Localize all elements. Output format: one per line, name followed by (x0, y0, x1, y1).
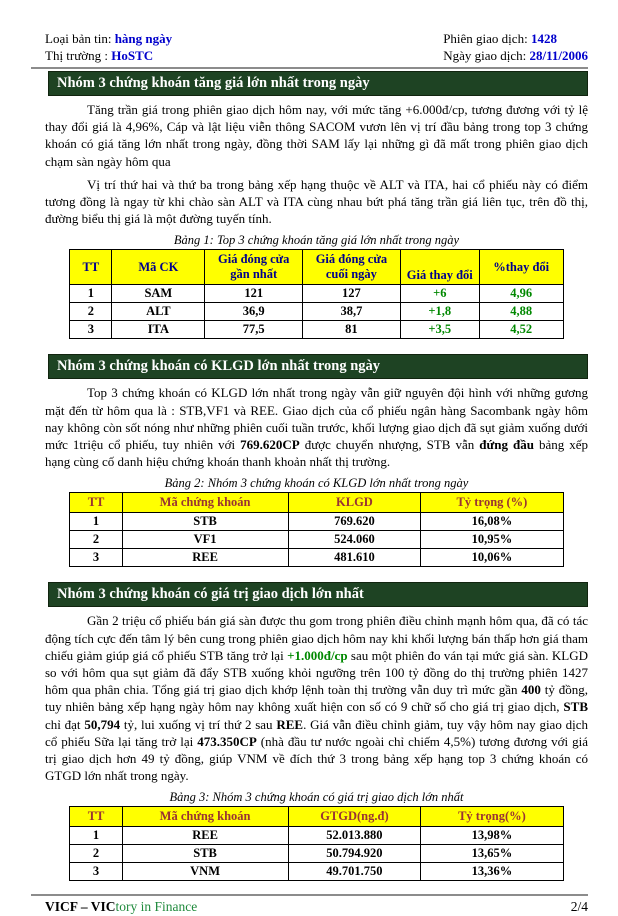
table-cell: 3 (70, 549, 122, 567)
table-cell: REE (122, 827, 288, 845)
table-cell: 1 (70, 513, 122, 531)
table-cell: 77,5 (205, 321, 303, 339)
table-cell: 524.060 (288, 531, 421, 549)
column-header: GTGD(ng.đ) (288, 807, 421, 827)
table-row (70, 321, 563, 339)
table-cell: 1 (70, 827, 122, 845)
text-segment: bảng xếp hạng cùng cố danh hiệu chứng khoán thanh khoản nhất thị trường. (45, 437, 589, 470)
table-cell: 13,65% (421, 845, 563, 863)
header-right-block (443, 30, 588, 64)
table-cell: 127 (303, 285, 401, 303)
page-number: 2/4 (570, 899, 588, 915)
text-segment: 400 (521, 682, 541, 698)
table-header-row (70, 807, 563, 827)
bulletin-type-label: Loại bản tin: (45, 31, 115, 46)
section-top-gainers (45, 71, 588, 339)
table-caption: Bảng 1: Top 3 chứng khoán tăng giá lớn nhất trong ngày (173, 233, 460, 248)
text-segment: 50,794 (84, 716, 121, 732)
section-title-top-volume: Nhóm 3 chứng khoán có KLGD lớn nhất trong ngày (48, 354, 588, 379)
trade-date-label: Ngày giao dịch: (443, 48, 530, 63)
table-cell: ALT (112, 303, 205, 321)
trade-date-line (443, 47, 588, 64)
text-segment: 769.620CP (240, 437, 300, 453)
table-cell: 38,7 (303, 303, 401, 321)
header-left-block (45, 30, 172, 64)
column-header: TT (70, 493, 122, 513)
table-cell: 49.701.750 (288, 863, 421, 881)
document-footer (45, 896, 588, 916)
table-row (70, 863, 563, 881)
text-segment: tỷ, lui xuống vị trí thứ 2 sau (120, 716, 277, 732)
table-cell: 36,9 (205, 303, 303, 321)
table-cell: 4,88 (479, 303, 563, 321)
text-segment: STB (563, 699, 588, 715)
table-cell: +6 (400, 285, 479, 303)
column-header: Giá đóng cửa gần nhất (205, 250, 303, 285)
session-label: Phiên giao dịch: (443, 31, 531, 46)
text-segment: . Giá vẫn điều chỉnh giảm, tuy vậy hôm nay giao dịch cổ phiếu Sữa lại tăng trở lại (45, 716, 588, 749)
market-label: Thị trường : (45, 48, 112, 63)
text-segment: Top 3 chứng khoán có KLGD lớn nhất trong ngày vẫn giữ nguyên đội hình với những gương mặt đến từ hôm qua là : STB,VF1 và REE. Giao dịch của cổ phiếu ngân hàng Sacombank ngày hôm nay không còn sốt nóng như những phiên cuối tuần trước, khối lượng giao dịch đã sụt giảm xuống dưới mức 1triệu cổ phiếu, tuy nhiên với (45, 385, 588, 453)
table-cell: 2 (70, 303, 112, 321)
table-cell: 13,36% (421, 863, 563, 881)
text-segment: 473.350CP (197, 733, 257, 749)
header-divider (31, 67, 588, 69)
column-header: Mã chứng khoán (122, 493, 288, 513)
column-header: Mã CK (112, 250, 205, 285)
table-cell: 10,06% (421, 549, 563, 567)
table-cell: 2 (70, 531, 122, 549)
text-segment: đứng đầu (479, 437, 534, 453)
text-segment: tỷ đồng, tuy nhiên bảng xếp hạng ngày hôm nay không xuất hiện con số có 9 chữ số cho giá trị giao dịch, (45, 682, 588, 715)
table-cell: 3 (70, 863, 122, 881)
brand-green-text: tory in Finance (115, 899, 198, 915)
table-cell: +3,5 (400, 321, 479, 339)
paragraph (45, 176, 588, 228)
table-cell: 81 (303, 321, 401, 339)
section-title-top-gainers: Nhóm 3 chứng khoán tăng giá lớn nhất trong ngày (48, 71, 588, 96)
market-line (45, 47, 172, 64)
top-gainers-table (69, 249, 563, 339)
table-cell: 481.610 (288, 549, 421, 567)
brand-bold-text: VICF – VIC (45, 899, 116, 915)
table-cell: REE (122, 549, 288, 567)
text-segment: sau một phiên đo ván tại mức giá sàn. KLGD so với hôm qua sụt giảm đã đẩy STB xuống khỏi ngưỡng trên 100 tỷ đồng do thị trường phiên 1427 hôm qua phân chia. Tổng giá trị giao dịch khớp lệnh toàn thị trường vẫn duy trì mức gần (45, 647, 588, 698)
text-segment: chỉ đạt (45, 716, 85, 732)
table-row (70, 845, 563, 863)
table-cell: 52.013.880 (288, 827, 421, 845)
column-header: KLGD (288, 493, 421, 513)
table-caption: Bảng 3: Nhóm 3 chứng khoán có giá trị giao dịch lớn nhất (169, 790, 464, 805)
table-cell: 3 (70, 321, 112, 339)
session-value: 1428 (530, 31, 557, 46)
paragraph (45, 384, 588, 470)
text-segment: (nhà đầu tư nước ngoài chỉ chiếm 4,5%) tương đương với giá trị giao dịch hơn 49 tỷ đồng, giúp VNM về đích thứ 3 trong bảng xếp hạng top 3 chứng khoán có GTGD lớn nhất trong ngày. (45, 733, 588, 784)
section-top-volume (45, 354, 588, 567)
table-cell: VNM (122, 863, 288, 881)
table-cell: 13,98% (421, 827, 563, 845)
bulletin-type-value: hàng ngày (114, 31, 173, 46)
table-header-row (70, 250, 563, 285)
text-segment: Tăng trần giá trong phiên giao dịch hôm nay, với mức tăng +6.000đ/cp, tương đương với tỷ lệ thay đổi giá là 4,96%, Cáp và lật liệu viễn thông SACOM vươn lên vị trí đầu bảng trong top 3 chứng khoán có giá tăng lớn nhất trong ngày, đồng thời SAM lấy lại những gì đã mất trong phiên giao dịch chạm sàn ngày hôm qua (45, 102, 588, 169)
table-row (70, 531, 563, 549)
trade-date-value: 28/11/2006 (529, 48, 588, 63)
text-segment: được chuyển nhượng, STB vẫn (299, 437, 480, 453)
column-header: Tỷ trọng(%) (421, 807, 563, 827)
top-volume-table (69, 492, 563, 567)
bulletin-type-line (45, 30, 172, 47)
table-cell: 4,96 (479, 285, 563, 303)
table-cell: 16,08% (421, 513, 563, 531)
column-header: Giá thay đổi (400, 250, 479, 285)
table-cell: STB (122, 513, 288, 531)
market-value: HoSTC (111, 48, 154, 63)
text-segment: REE (276, 716, 304, 732)
table-cell: 1 (70, 285, 112, 303)
table-cell: SAM (112, 285, 205, 303)
table-row (70, 303, 563, 321)
table-row (70, 827, 563, 845)
table-header-row (70, 493, 563, 513)
table-caption: Bảng 2: Nhóm 3 chứng khoán có KLGD lớn nhất trong ngày (164, 476, 469, 491)
table-cell: 4,52 (479, 321, 563, 339)
column-header: Mã chứng khoán (122, 807, 288, 827)
table-cell: 121 (205, 285, 303, 303)
table-cell: STB (122, 845, 288, 863)
table-row (70, 513, 563, 531)
table-cell: 10,95% (421, 531, 563, 549)
table-cell: +1,8 (400, 303, 479, 321)
column-header: %thay đổi (479, 250, 563, 285)
table-cell: 50.794.920 (288, 845, 421, 863)
section-top-value (45, 582, 588, 881)
paragraph (45, 101, 588, 170)
column-header: Giá đóng cửa cuối ngày (303, 250, 401, 285)
column-header: TT (70, 807, 122, 827)
table-cell: ITA (112, 321, 205, 339)
paragraph (45, 612, 588, 784)
section-title-top-value: Nhóm 3 chứng khoán có giá trị giao dịch lớn nhất (48, 582, 588, 607)
column-header: TT (70, 250, 112, 285)
column-header: Tỷ trọng (%) (421, 493, 563, 513)
text-segment: +1.000đ/cp (287, 647, 348, 663)
text-segment: Vị trí thứ hai và thứ ba trong bảng xếp hạng thuộc về ALT và ITA, hai cổ phiếu này có điểm tương đồng là ngay từ khi chào sàn ALT và ITA cùng nhau bứt phá tăng trần giá liên tục, trên đồ thị, đường biểu thị giá là một đường tuyến tính. (45, 176, 588, 227)
footer-brand (45, 898, 197, 916)
table-row (70, 285, 563, 303)
session-line (443, 30, 588, 47)
text-segment: Gần 2 triệu cổ phiếu bán giá sàn được thu gom trong phiên điều chỉnh mạnh hôm qua, đã có tác động tích cực đến tâm lý bên cung trong phiên giao dịch hôm nay khi khối lượng bán thấp hơn giá tham chiếu giảm giúp giá cổ phiếu STB tăng trở lại (45, 613, 588, 663)
document-header (45, 30, 588, 67)
top-value-table (69, 806, 563, 881)
table-cell: VF1 (122, 531, 288, 549)
table-cell: 769.620 (288, 513, 421, 531)
table-row (70, 549, 563, 567)
table-cell: 2 (70, 845, 122, 863)
